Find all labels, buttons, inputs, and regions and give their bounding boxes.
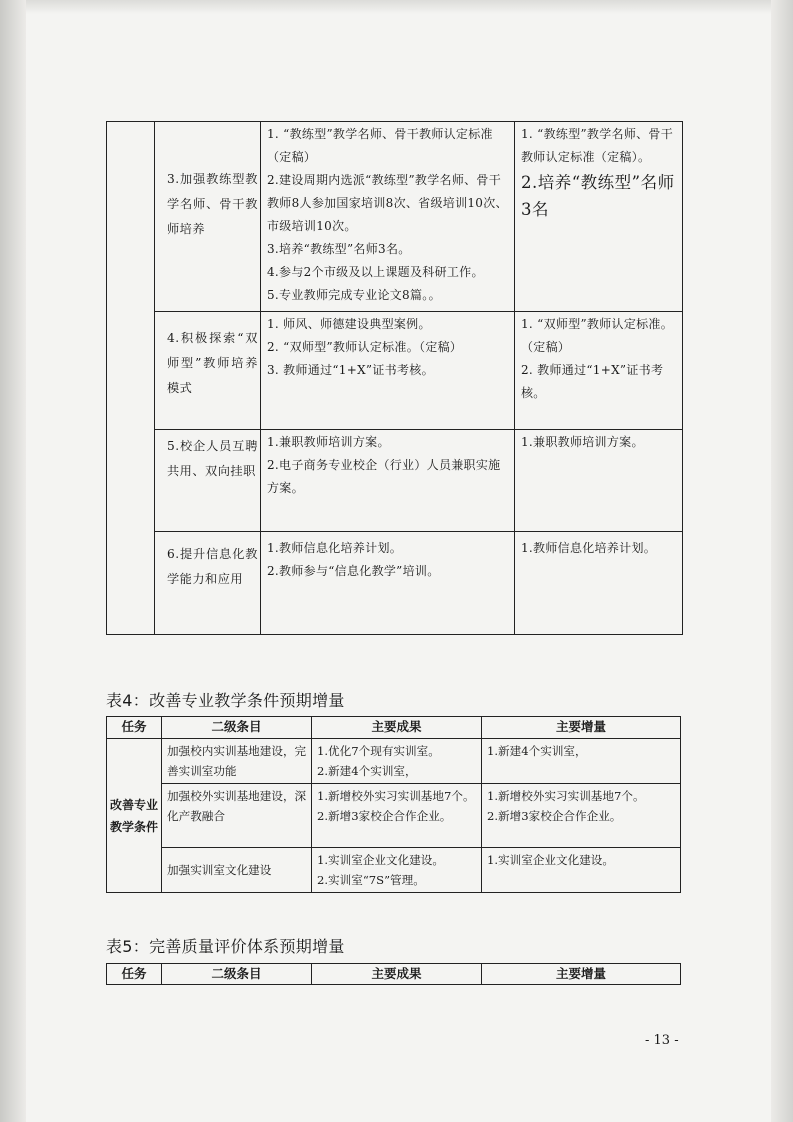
header-task: 任务 <box>107 964 162 985</box>
list-item: 2.实训室“7S”管理。 <box>317 873 425 887</box>
table-row <box>107 312 683 430</box>
table-row <box>107 784 681 848</box>
table5 <box>106 963 681 985</box>
sub-item-cell <box>155 430 261 532</box>
page-number: - 13 - <box>645 1033 679 1048</box>
sub-item-cell: 加强实训室文化建设 <box>162 848 312 893</box>
header-increments: 主要增量 <box>482 717 681 739</box>
results-cell <box>312 739 482 784</box>
sub-item-cell <box>155 532 261 635</box>
results-cell <box>261 430 515 532</box>
increments-cell <box>482 739 681 784</box>
list-item: 1.教师信息化培养计划。 <box>521 541 657 555</box>
sub-item-cell: 加强校外实训基地建设，深化产教融合 <box>162 784 312 848</box>
list-item: 2.新增3家校企合作企业。 <box>317 809 452 823</box>
list-item: 1. “教练型”教学名师、骨干教师认定标准（定稿） <box>267 127 493 164</box>
header-increments: 主要增量 <box>482 964 681 985</box>
results-cell <box>261 122 515 312</box>
increments-cell <box>482 848 681 893</box>
list-item: 1.实训室企业文化建设。 <box>317 853 444 867</box>
results-cell <box>312 848 482 893</box>
sub-item-text: 4.积极探索“双师型”教师培养模式 <box>167 331 258 395</box>
list-item: 1.新增校外实习实训基地7个。 <box>317 789 475 803</box>
list-item: 1.优化7个现有实训室。 <box>317 744 440 758</box>
table-row <box>107 122 683 312</box>
list-item: 2.建设周期内选派“教练型”教学名师、骨干教师8人参加国家培训8次、省级培训10次、市级培训10次。 <box>267 173 508 233</box>
table-row <box>107 739 681 784</box>
sub-item-text: 6.提升信息化教学能力和应用 <box>167 547 258 586</box>
header-results: 主要成果 <box>312 717 482 739</box>
list-item: 1.新建4个实训室， <box>487 744 587 758</box>
table-header-row <box>107 964 681 985</box>
sub-item-text: 3.加强教练型教学名师、骨干教师培养 <box>167 172 258 236</box>
task-cell-empty <box>107 122 155 635</box>
list-item: 1. 师风、师德建设典型案例。 <box>267 317 431 331</box>
list-item: 4.参与2个市级及以上课题及科研工作。 <box>267 265 484 279</box>
list-item: 2.新建4个实训室， <box>317 764 417 778</box>
list-item: 1.兼职教师培训方案。 <box>267 435 390 449</box>
list-item: 3.培养“教练型”名师3名。 <box>267 242 411 256</box>
results-cell <box>312 784 482 848</box>
teacher-team-table <box>106 121 683 635</box>
sub-item-cell <box>155 312 261 430</box>
list-item: 2.新增3家校企合作企业。 <box>487 809 622 823</box>
header-sub-item: 二级条目 <box>162 717 312 739</box>
increments-cell <box>515 430 683 532</box>
results-cell <box>261 532 515 635</box>
list-item: 1.新增校外实习实训基地7个。 <box>487 789 645 803</box>
table5-caption: 表5：完善质量评价体系预期增量 <box>106 937 345 956</box>
table-row <box>107 848 681 893</box>
table4-caption: 表4：改善专业教学条件预期增量 <box>106 691 345 710</box>
list-item: 2.教师参与“信息化教学”培训。 <box>267 564 440 578</box>
list-item: 5.专业教师完成专业论文8篇。。 <box>267 288 441 302</box>
increments-cell <box>515 532 683 635</box>
scan-edge-top <box>26 0 771 14</box>
table-row <box>107 532 683 635</box>
header-results: 主要成果 <box>312 964 482 985</box>
list-item: 1.教师信息化培养计划。 <box>267 541 403 555</box>
list-item: 2.电子商务专业校企（行业）人员兼职实施方案。 <box>267 458 501 495</box>
results-cell <box>261 312 515 430</box>
sub-item-text: 5.校企人员互聘共用、双向挂职 <box>167 439 258 478</box>
task-cell: 改善专业教学条件 <box>107 739 162 893</box>
scan-edge-right <box>771 0 793 1122</box>
table-header-row <box>107 717 681 739</box>
list-item: 1.兼职教师培训方案。 <box>521 435 644 449</box>
list-item: 3. 教师通过“1+X”证书考核。 <box>267 363 434 377</box>
sub-item-cell: 加强校内实训基地建设，完善实训室功能 <box>162 739 312 784</box>
header-task: 任务 <box>107 717 162 739</box>
list-item: 2. “双师型”教师认定标准。（定稿） <box>267 340 463 354</box>
sub-item-cell <box>155 122 261 312</box>
list-item: 1.实训室企业文化建设。 <box>487 853 614 867</box>
list-item: 1. “教练型”教学名师、骨干教师认定标准（定稿）。 <box>521 127 674 164</box>
table4 <box>106 716 681 893</box>
header-sub-item: 二级条目 <box>162 964 312 985</box>
scan-edge-left <box>0 0 26 1122</box>
list-item: 2.培养“教练型”名师3名 <box>521 173 675 219</box>
increments-cell <box>515 122 683 312</box>
table-row <box>107 430 683 532</box>
list-item: 2. 教师通过“1+X”证书考核。 <box>521 363 664 400</box>
increments-cell <box>482 784 681 848</box>
increments-cell <box>515 312 683 430</box>
list-item: 1. “双师型”教师认定标准。（定稿） <box>521 317 674 354</box>
